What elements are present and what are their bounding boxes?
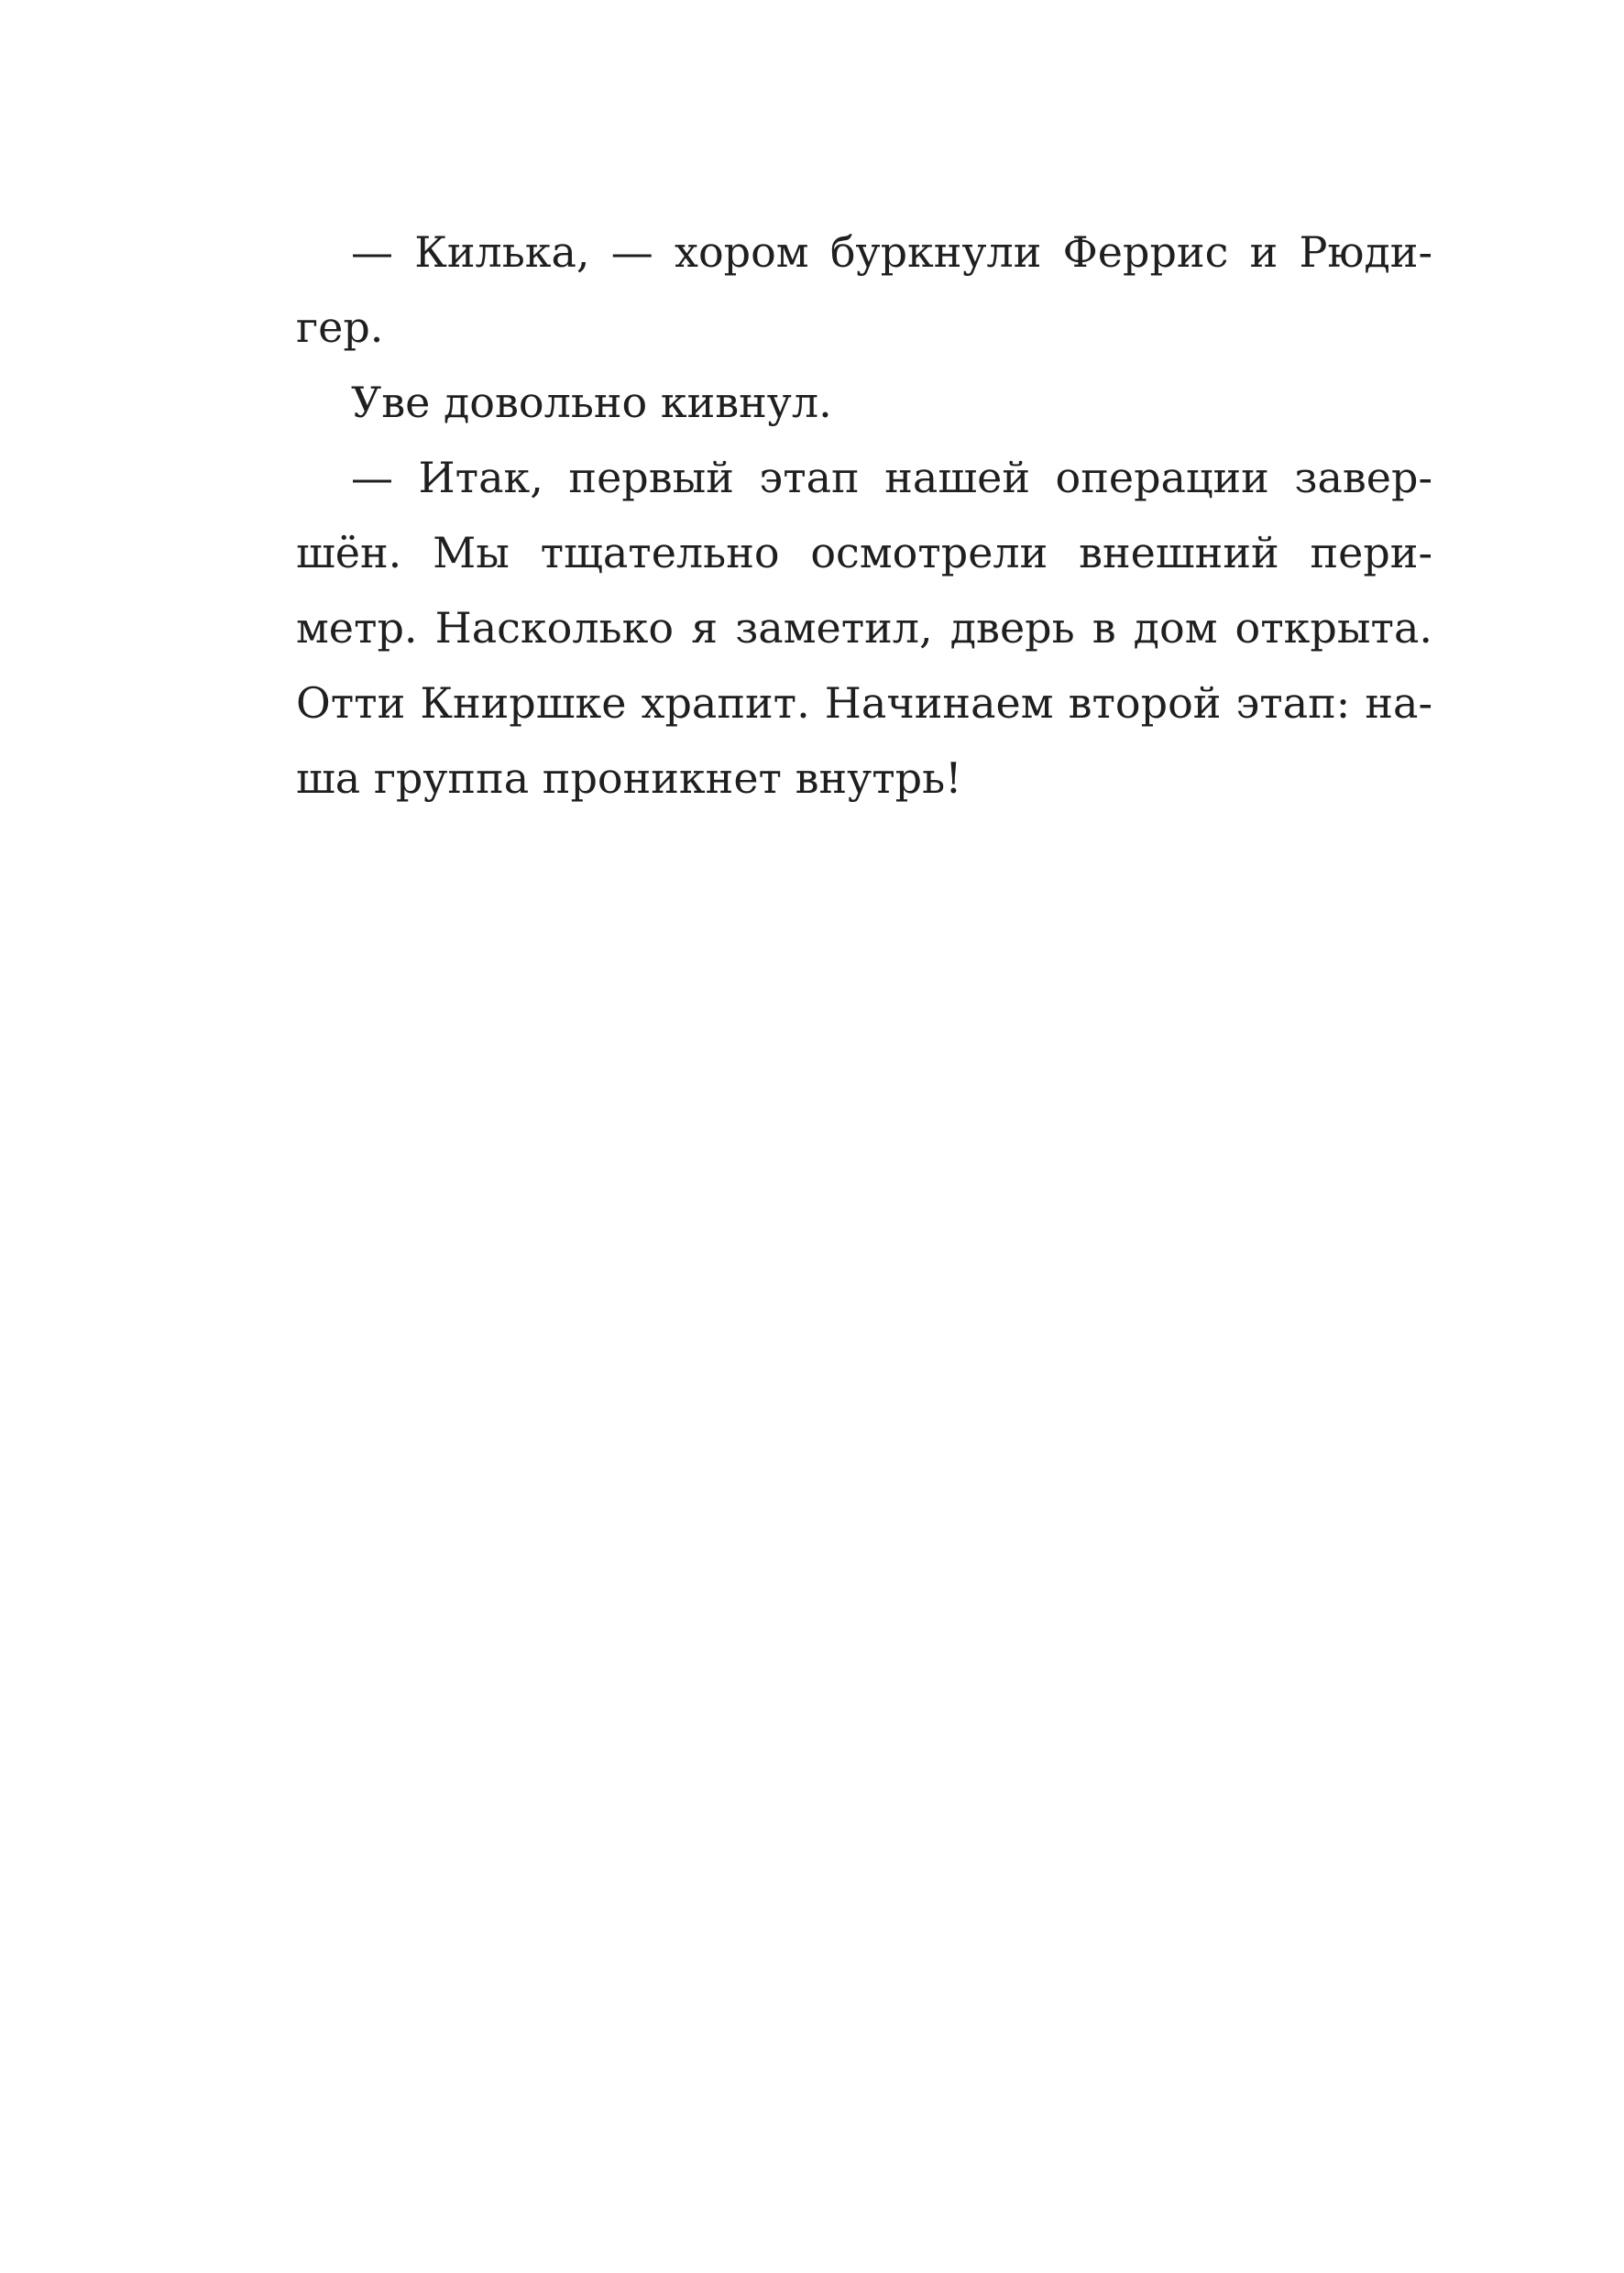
- text-line: гер.: [296, 302, 384, 352]
- text-line: Отти Книршке храпит. Начинаем второй этап: на-: [296, 678, 1432, 728]
- text-line: ша группа проникнет внутрь!: [296, 753, 962, 803]
- body-text: [296, 214, 1432, 816]
- paragraph-1: [296, 214, 1432, 365]
- text-line: — Итак, первый этап нашей операции завер-: [351, 453, 1432, 502]
- paragraph-2: [296, 365, 1432, 440]
- text-line: метр. Насколько я заметил, дверь в дом открыта.: [296, 603, 1432, 653]
- text-line: шён. Мы тщательно осмотрели внешний пери-: [296, 528, 1432, 577]
- text-line: — Килька, — хором буркнули Феррис и Рюди-: [351, 227, 1432, 277]
- paragraph-3: [296, 440, 1432, 816]
- text-line: Уве довольно кивнул.: [351, 378, 832, 427]
